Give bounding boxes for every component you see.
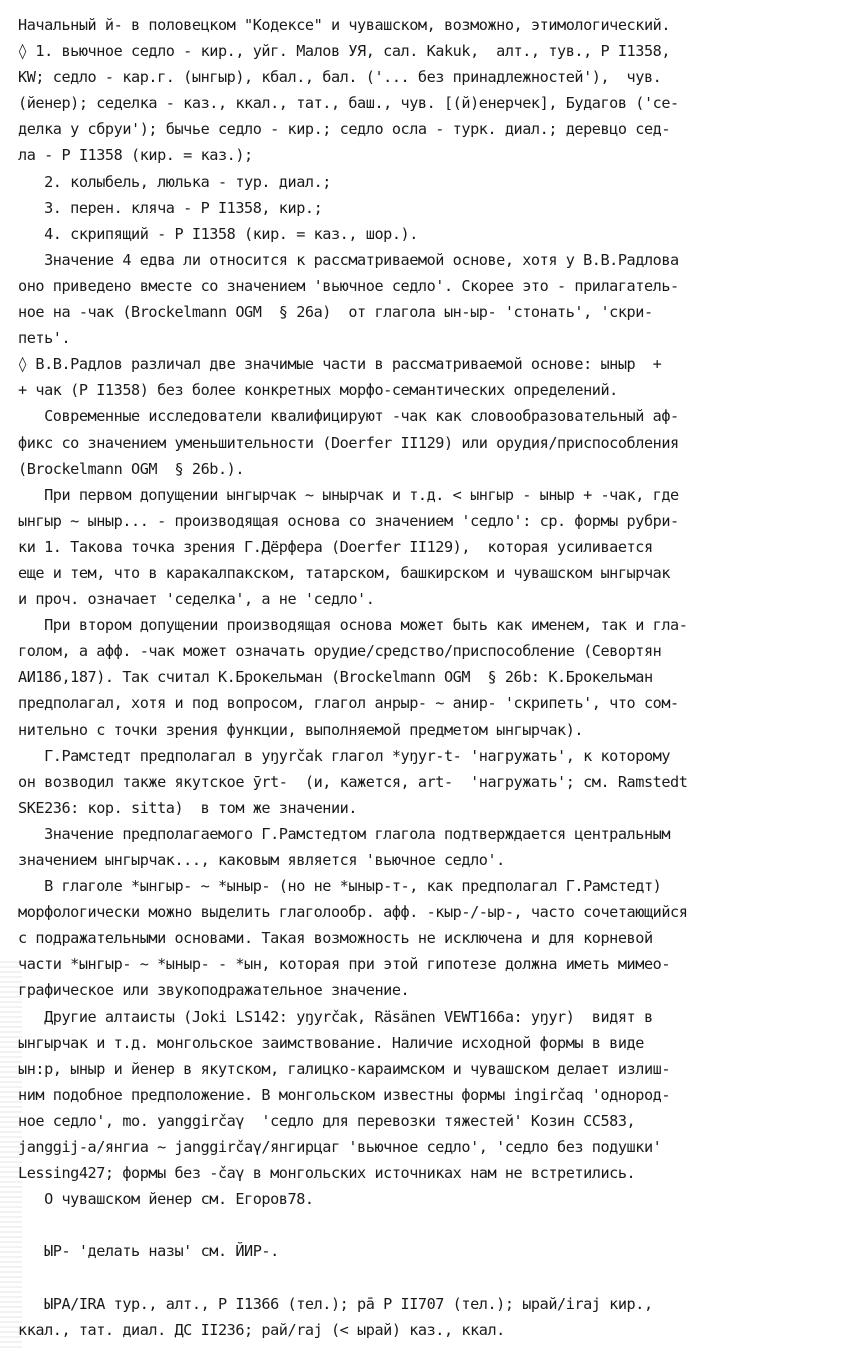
text-line: оно приведено вместе со значением 'вьючное седло'. Скорее это - прилагатель- — [18, 276, 679, 295]
text-line: графическое или звукоподражательное значение. — [18, 981, 410, 1000]
text-line: 4. скрипящий - Р I1358 (кир. = каз., шор.). — [18, 224, 418, 243]
text-line: ккал., тат. диал. ДС II236; рай/raj (< ырай) каз., ккал. — [18, 1320, 505, 1339]
text-line: 2. колыбель, люлька - тур. диал.; — [18, 172, 331, 191]
text-line: SKE236: кор. sitta) в том же значении. — [18, 798, 358, 817]
text-line: 3. перен. кляча - Р I1358, кир.; — [18, 198, 323, 217]
entry-heading-yra: ЫРА/IRA тур., алт., Р I1366 (тел.); рā Р II707 (тел.); ырай/iraj кир., — [18, 1294, 653, 1313]
text-line: предполагал, хотя и под вопросом, глагол анрыр- ~ анир- 'скрипеть', что сом- — [18, 694, 679, 713]
text-line: голом, а афф. -чак может означать орудие/средство/приспособление (Севортян — [18, 642, 662, 661]
entry-heading-yr: ЫР- 'делать назы' см. ЙИР-. — [18, 1242, 279, 1261]
text-line: ынгырчак и т.д. монгольское заимствование. Наличие исходной формы в виде — [18, 1033, 644, 1052]
text-line: ◊ 1. вьючное седло - кир., уйг. Малов УЯ, сал. Kakuk, алт., тув., Р I1358, — [18, 42, 671, 61]
text-line: (Brockelmann OGM § 26b.). — [18, 459, 245, 478]
text-line: ынгыр ~ ыныр... - производящая основа со значением 'седло': ср. формы рубри- — [18, 511, 679, 530]
text-line — [18, 1212, 830, 1238]
text-line: ла - Р I1358 (кир. = каз.); — [18, 146, 253, 165]
text-line: ное на -чак (Brockelmann OGM § 26a) от глагола ын-ыр- 'стонать', 'скри- — [18, 303, 653, 322]
text-line: ное седло', mo. yanggirčaγ 'седло для перевозки тяжестей' Козин СС583, — [18, 1111, 636, 1130]
text-line: делка у сбруи'); бычье седло - кир.; седло осла - турк. диал.; деревцо сед- — [18, 120, 671, 139]
text-line: В глаголе *ынгыр- ~ *ыныр- (но не *ыныр-т-, как предполагал Г.Рамстедт) — [18, 877, 662, 896]
text-line: фикс со значением уменьшительности (Doerfer II129) или орудия/приспособления — [18, 433, 679, 452]
text-line: Lessing427; формы без -čaγ в монгольских источниках нам не встретились. — [18, 1164, 636, 1183]
dictionary-page — [18, 12, 830, 1343]
text-line: janggij-a/янгиа ~ janggirčaγ/янгирцаг 'вьючное седло', 'седло без подушки' — [18, 1138, 662, 1157]
text-line: + чак (Р I1358) без более конкретных морфо-семантических определений. — [18, 381, 618, 400]
text-line: с подражательными основами. Такая возможность не исключена и для корневой — [18, 929, 653, 948]
text-line: Значение предполагаемого Г.Рамстедтом глагола подтверждается центральным — [18, 824, 671, 843]
text-line: KW; седло - кар.г. (ынгыр), кбал., бал. ('... без принадлежностей'), чув. — [18, 68, 662, 87]
text-line: ◊ В.В.Радлов различал две значимые части в рассматриваемой основе: ыныр + — [18, 355, 662, 374]
text-line: части *ынгыр- ~ *ыныр- - *ын, которая при этой гипотезе должна иметь мимео- — [18, 955, 671, 974]
text-line: Современные исследователи квалифицируют -чак как словообразовательный аф- — [18, 407, 679, 426]
text-line: Значение 4 едва ли относится к рассматриваемой основе, хотя у В.В.Радлова — [18, 250, 679, 269]
text-line: Начальный й- в половецком "Кодексе" и чувашском, возможно, этимологический. — [18, 16, 671, 34]
text-line: (йенер); седелка - каз., ккал., тат., баш., чув. [(й)енерчек], Будагов ('се- — [18, 94, 679, 113]
text-line: Другие алтаисты (Joki LS142: yŋyrčak, Räsänen VEWT166a: yŋyr) видят в — [18, 1007, 653, 1026]
text-line: О чувашском йенер см. Егоров78. — [18, 1190, 314, 1209]
text-line — [18, 1265, 830, 1291]
text-line: и проч. означает 'седелка', а не 'седло'. — [18, 590, 375, 609]
text-line: петь'. — [18, 329, 71, 348]
text-line: АИ186,187). Так считал К.Брокельман (Brockelmann OGM § 26b: К.Брокельман — [18, 668, 653, 687]
text-line: еще и тем, что в каракалпакском, татарском, башкирском и чувашском ынгырчак — [18, 563, 671, 582]
text-line: При втором допущении производящая основа может быть как именем, так и гла- — [18, 616, 688, 635]
text-line: ын:р, ыныр и йенер в якутском, галицко-караимском и чувашском делает излиш- — [18, 1059, 671, 1078]
text-line: ки 1. Такова точка зрения Г.Дёрфера (Doerfer II129), которая усиливается — [18, 537, 653, 556]
text-line: морфологически можно выделить глаголообр. афф. -кыр-/-ыр-, часто сочетающийся — [18, 903, 688, 922]
text-line: значением ынгырчак..., каковым является 'вьючное седло'. — [18, 851, 505, 869]
text-line: нительно с точки зрения функции, выполняемой предметом ынгырчак). — [18, 720, 584, 739]
text-line: он возводил также якутское ӯrt- (и, кажется, art- 'нагружать'; см. Ramstedt — [18, 772, 688, 791]
text-line: При первом допущении ынгырчак ~ ынырчак и т.д. < ынгыр - ыныр + -чак, где — [18, 485, 679, 504]
text-line: ним подобное предположение. В монгольском известны формы ingirčaq 'однород- — [18, 1085, 671, 1104]
text-line: Г.Рамстедт предполагал в yŋyrčak глагол *yŋyr-t- 'нагружать', к которому — [18, 746, 671, 765]
